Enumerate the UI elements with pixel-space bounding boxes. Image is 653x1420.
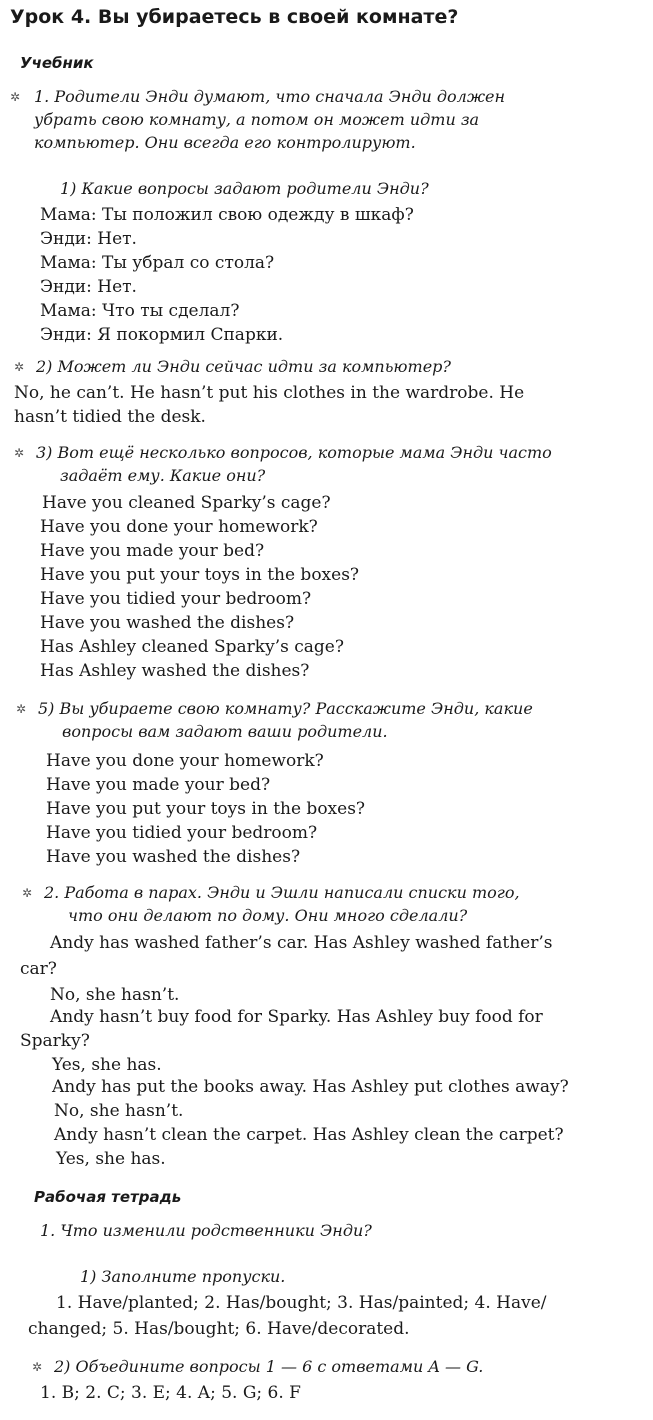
ex2-line: Andy hasn’t clean the carpet. Has Ashley clean the carpet?: [54, 1125, 564, 1145]
wb1-question-1: 1) Заполните пропуски.: [80, 1267, 286, 1286]
wb1-answer-line: 1. Have/planted; 2. Has/bought; 3. Has/painted; 4. Have/: [56, 1293, 547, 1313]
wb1-answer-2: 1. B; 2. C; 3. E; 4. A; 5. G; 6. F: [40, 1383, 301, 1403]
dialogue-line: Мама: Что ты сделал?: [40, 301, 240, 321]
ex2-line: Sparky?: [20, 1031, 90, 1051]
dialogue-line: Энди: Я покормил Спарки.: [40, 325, 284, 345]
ex2-line: Andy has put the books away. Has Ashley put clothes away?: [52, 1077, 569, 1097]
answer-line: Have you done your homework?: [46, 751, 324, 771]
bullet-icon: ✲: [22, 886, 33, 900]
answer-line: Has Ashley washed the dishes?: [40, 661, 310, 681]
ex2-line: No, she hasn’t.: [50, 985, 180, 1005]
answer-line: Have you made your bed?: [46, 775, 271, 795]
ex1-question-1: 1) Какие вопросы задают родители Энди?: [60, 179, 429, 198]
bullet-icon: ✲: [14, 360, 25, 374]
ex2-line: car?: [20, 959, 57, 979]
ex2-line: Yes, she has.: [56, 1149, 166, 1169]
answer-line: Have you tidied your bedroom?: [40, 589, 312, 609]
answer-line: Have you put your toys in the boxes?: [40, 565, 360, 585]
answer-line: Have you cleaned Sparky’s cage?: [42, 493, 331, 513]
bullet-icon: ✲: [32, 1360, 43, 1374]
dialogue-line: Энди: Нет.: [40, 229, 137, 249]
answer-line: Have you tidied your bedroom?: [46, 823, 318, 843]
answer-line: Have you made your bed?: [40, 541, 265, 561]
workbook-heading: Рабочая тетрадь: [34, 1188, 182, 1206]
ex2-line: Yes, she has.: [52, 1055, 162, 1075]
answer-line: Has Ashley cleaned Sparky’s cage?: [40, 637, 344, 657]
bullet-icon: ✲: [14, 446, 25, 460]
answer-line: Have you washed the dishes?: [40, 613, 295, 633]
ex2-line: Andy has washed father’s car. Has Ashley washed father’s: [50, 933, 553, 953]
answer-line: Have you washed the dishes?: [46, 847, 301, 867]
ex1-question-2: 2) Может ли Энди сейчас идти за компьютер?: [36, 357, 451, 376]
dialogue-line: Энди: Нет.: [40, 277, 137, 297]
dialogue-line: Мама: Ты убрал со стола?: [40, 253, 275, 273]
ex2-line: No, she hasn’t.: [54, 1101, 184, 1121]
ex2-line: Andy hasn’t buy food for Sparky. Has Ashley buy food for: [50, 1007, 543, 1027]
wb1-answer-line: changed; 5. Has/bought; 6. Have/decorated.: [28, 1319, 410, 1339]
dialogue-line: Мама: Ты положил свою одежду в шкаф?: [40, 205, 414, 225]
bullet-icon: ✲: [16, 702, 27, 716]
answer-line: Have you done your homework?: [40, 517, 318, 537]
answer-line: hasn’t tidied the desk.: [14, 407, 206, 427]
ex1-question-5: 5) Вы убираете свою комнату? Расскажите Энди, какие: [38, 699, 533, 718]
ex2-intro-line: что они делают по дому. Они много сделали?: [68, 906, 468, 925]
ex1-intro-line: компьютер. Они всегда его контролируют.: [34, 133, 416, 152]
ex1-question-3: задаёт ему. Какие они?: [60, 466, 266, 485]
wb1-question-2: 2) Объедините вопросы 1 — 6 с ответами A — G.: [54, 1357, 484, 1376]
wb1-intro: 1. Что изменили родственники Энди?: [40, 1221, 372, 1240]
answer-line: Have you put your toys in the boxes?: [46, 799, 366, 819]
answer-line: No, he can’t. He hasn’t put his clothes in the wardrobe. He: [14, 383, 525, 403]
textbook-heading: Учебник: [20, 54, 94, 72]
ex1-intro-line: 1. Родители Энди думают, что сначала Энди должен: [34, 87, 506, 106]
bullet-icon: ✲: [10, 90, 21, 104]
page-title: Урок 4. Вы убираетесь в своей комнате?: [10, 6, 459, 28]
ex1-question-5: вопросы вам задают ваши родители.: [62, 722, 388, 741]
ex1-intro-line: убрать свою комнату, а потом он может идти за: [34, 110, 480, 129]
ex1-question-3: 3) Вот ещё несколько вопросов, которые мама Энди часто: [36, 443, 552, 462]
ex2-intro-line: 2. Работа в парах. Энди и Эшли написали списки того,: [44, 883, 520, 902]
